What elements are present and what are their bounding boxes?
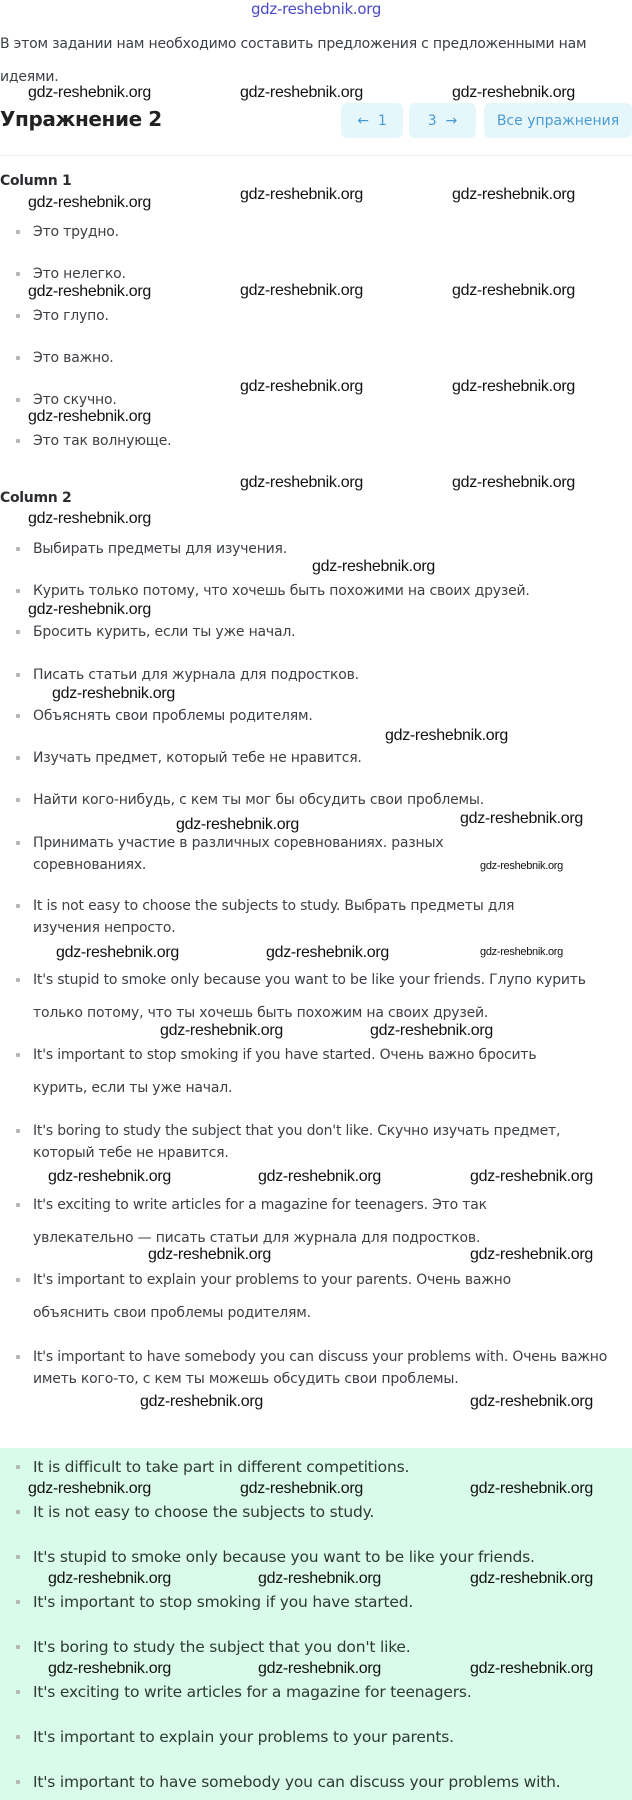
watermark: gdz-reshebnik.org	[452, 474, 575, 491]
watermark: gdz-reshebnik.org	[240, 84, 363, 101]
answer-item: It's important to explain your problems to your parents.	[15, 1726, 625, 1748]
watermark: gdz-reshebnik.org	[460, 810, 583, 827]
watermark: gdz-reshebnik.org	[160, 1022, 283, 1039]
list-item: Курить только потому, что хочешь быть похожими на своих друзей.	[15, 575, 615, 608]
bullet-icon	[15, 1681, 33, 1703]
watermark: gdz-reshebnik.org	[56, 944, 179, 961]
bullet-icon	[15, 342, 33, 375]
watermark: gdz-reshebnik.org	[480, 860, 563, 872]
list-item: Выбирать предметы для изучения.	[15, 533, 615, 566]
bullet-icon	[15, 1501, 33, 1523]
list-item: Это трудно.	[15, 216, 615, 249]
watermark: gdz-reshebnik.org	[470, 1480, 593, 1497]
arrow-left-icon: ←	[357, 112, 369, 129]
list-item: Объяснять свои проблемы родителям.	[15, 700, 615, 733]
watermark: gdz-reshebnik.org	[28, 1480, 151, 1497]
bullet-icon	[15, 533, 33, 566]
watermark: gdz-reshebnik.org	[240, 378, 363, 395]
watermark: gdz-reshebnik.org	[240, 186, 363, 203]
watermark: gdz-reshebnik.org	[470, 1393, 593, 1410]
watermark: gdz-reshebnik.org	[370, 1022, 493, 1039]
watermark: gdz-reshebnik.org	[258, 1660, 381, 1677]
watermark: gdz-reshebnik.org	[470, 1246, 593, 1263]
bullet-icon	[15, 425, 33, 458]
bullet-icon	[15, 1771, 33, 1793]
watermark: gdz-reshebnik.org	[470, 1168, 593, 1185]
watermark: gdz-reshebnik.org	[452, 186, 575, 203]
answer-item: It is not easy to choose the subjects to study.	[15, 1501, 625, 1523]
answer-item: It is difficult to take part in different competitions.	[15, 1456, 625, 1478]
column2-heading: Column 2	[0, 490, 72, 506]
answer-item: It's exciting to write articles for a magazine for teenagers.	[15, 1681, 625, 1703]
example-item: It's boring to study the subject that you don't like. Скучно изучать предмет, который тебе не нравится.	[15, 1120, 620, 1164]
watermark: gdz-reshebnik.org	[28, 84, 151, 101]
bullet-icon	[15, 964, 33, 1030]
example-item: It is not easy to choose the subjects to study. Выбрать предметы для изучения непросто.	[15, 895, 580, 939]
bullet-icon	[15, 1636, 33, 1658]
bullet-icon	[15, 659, 33, 692]
column1-heading: Column 1	[0, 173, 72, 189]
watermark: gdz-reshebnik.org	[28, 408, 151, 425]
bullet-icon	[15, 1189, 33, 1255]
watermark: gdz-reshebnik.org	[48, 1660, 171, 1677]
watermark: gdz-reshebnik.org	[312, 558, 435, 575]
list-item: Это так волнующе.	[15, 425, 615, 458]
bullet-icon	[15, 1120, 33, 1164]
watermark: gdz-reshebnik.org	[258, 1570, 381, 1587]
watermark: gdz-reshebnik.org	[470, 1570, 593, 1587]
watermark: gdz-reshebnik.org	[28, 283, 151, 300]
arrow-right-icon: →	[445, 112, 458, 129]
example-item: It's important to explain your problems to your parents. Очень важно объяснить свои проблемы родителям.	[15, 1264, 580, 1330]
watermark: gdz-reshebnik.org	[140, 1393, 263, 1410]
next-exercise-number: 3	[427, 112, 437, 129]
watermark: gdz-reshebnik.org	[52, 685, 175, 702]
example-item: It's important to stop smoking if you have started. Очень важно бросить курить, если ты уже начал.	[15, 1039, 590, 1105]
watermark: gdz-reshebnik.org	[148, 1246, 271, 1263]
watermark: gdz-reshebnik.org	[452, 282, 575, 299]
divider	[0, 155, 632, 156]
bullet-icon	[15, 1546, 33, 1568]
watermark: gdz-reshebnik.org	[240, 1480, 363, 1497]
site-logo[interactable]: gdz-reshebnik.org	[250, 0, 382, 18]
list-item: Писать статьи для журнала для подростков.	[15, 659, 615, 692]
watermark: gdz-reshebnik.org	[480, 946, 563, 958]
list-item: Это нелегко.	[15, 258, 615, 291]
example-item: It's exciting to write articles for a magazine for teenagers. Это так увлекательно — писать статьи для журнала для подростков.	[15, 1189, 575, 1255]
all-exercises-button[interactable]: Все упражнения	[484, 103, 632, 138]
list-item: Это глупо.	[15, 300, 615, 333]
watermark: gdz-reshebnik.org	[28, 601, 151, 618]
intro-text: В этом задании нам необходимо составить предложения с предложенными нам идеями.	[0, 36, 587, 85]
watermark: gdz-reshebnik.org	[266, 944, 389, 961]
watermark: gdz-reshebnik.org	[176, 816, 299, 833]
list-item: Это важно.	[15, 342, 615, 375]
watermark: gdz-reshebnik.org	[452, 378, 575, 395]
list-item: Это скучно.	[15, 384, 615, 417]
bullet-icon	[15, 1264, 33, 1330]
bullet-icon	[15, 700, 33, 733]
watermark: gdz-reshebnik.org	[385, 727, 508, 744]
bullet-icon	[15, 832, 33, 876]
example-item: It's stupid to smoke only because you want to be like your friends. Глупо курить только потому, что ты хочешь быть похожим на своих друзей.	[15, 964, 590, 1030]
watermark: gdz-reshebnik.org	[470, 1660, 593, 1677]
bullet-icon	[15, 1591, 33, 1613]
list-item: Принимать участие в различных соревнованиях. разных соревнованиях.	[15, 832, 455, 876]
bullet-icon	[15, 1726, 33, 1748]
answer-item: It's important to have somebody you can discuss your problems with.	[15, 1771, 625, 1793]
watermark: gdz-reshebnik.org	[240, 282, 363, 299]
watermark: gdz-reshebnik.org	[452, 84, 575, 101]
bullet-icon	[15, 1456, 33, 1478]
bullet-icon	[15, 895, 33, 939]
bullet-icon	[15, 784, 33, 817]
watermark: gdz-reshebnik.org	[48, 1168, 171, 1185]
watermark: gdz-reshebnik.org	[48, 1570, 171, 1587]
bullet-icon	[15, 742, 33, 775]
bullet-icon	[15, 616, 33, 649]
watermark: gdz-reshebnik.org	[28, 510, 151, 527]
answer-item: It's important to stop smoking if you have started.	[15, 1591, 625, 1613]
page-title: Упражнение 2	[0, 107, 162, 131]
watermark: gdz-reshebnik.org	[240, 474, 363, 491]
bullet-icon	[15, 1346, 33, 1390]
bullet-icon	[15, 300, 33, 333]
answer-item: It's boring to study the subject that you don't like.	[15, 1636, 625, 1658]
bullet-icon	[15, 1039, 33, 1105]
prev-exercise-number: 1	[377, 112, 387, 129]
list-item: Бросить курить, если ты уже начал.	[15, 616, 615, 649]
next-exercise-button[interactable]	[409, 103, 476, 138]
list-item: Найти кого-нибудь, с кем ты мог бы обсудить свои проблемы.	[15, 784, 615, 817]
bullet-icon	[15, 216, 33, 249]
answer-item: It's stupid to smoke only because you want to be like your friends.	[15, 1546, 625, 1568]
watermark: gdz-reshebnik.org	[28, 194, 151, 211]
example-item: It's important to have somebody you can discuss your problems with. Очень важно иметь кого-то, с кем ты можешь обсудить свои проблемы.	[15, 1346, 627, 1390]
watermark: gdz-reshebnik.org	[258, 1168, 381, 1185]
prev-exercise-button[interactable]	[341, 103, 403, 138]
list-item: Изучать предмет, который тебе не нравится.	[15, 742, 615, 775]
